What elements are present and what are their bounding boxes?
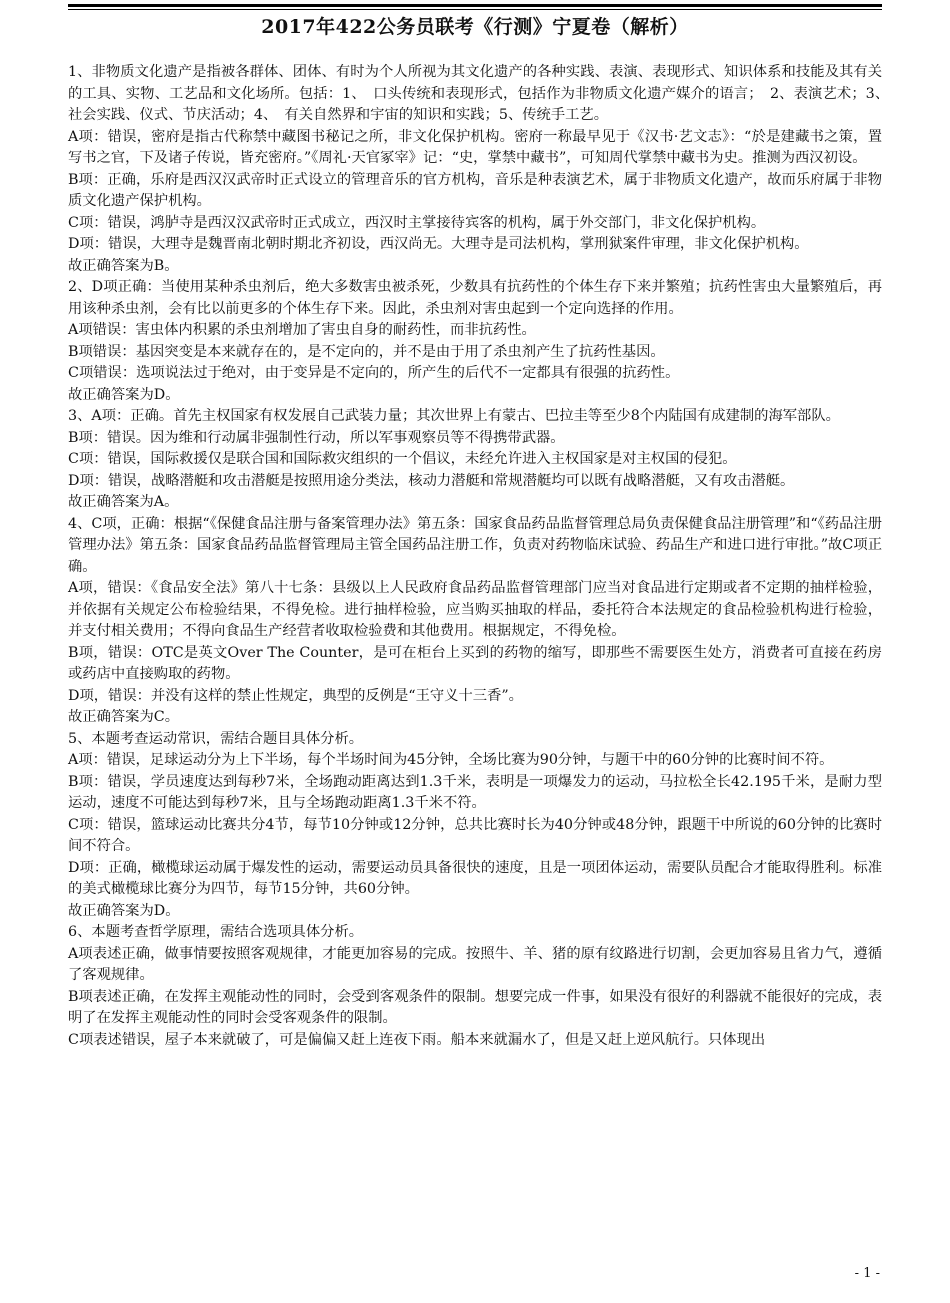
paragraph: B项：正确，乐府是西汉汉武帝时正式设立的管理音乐的官方机构，音乐是种表演艺术，属于非物质文化遗产，故而乐府属于非物质文化遗产保护机构。 <box>68 171 882 209</box>
paragraph: 故正确答案为B。 <box>68 257 179 274</box>
paragraph: D项：错误，大理寺是魏晋南北朝时期北齐初设，西汉尚无。大理寺是司法机构，掌刑狱案件审理，非文化保护机构。 <box>68 236 809 252</box>
paragraph: 5、本题考查运动常识，需结合题目具体分析。 <box>68 730 364 747</box>
paragraph: B项错误：基因突变是本来就存在的，是不定向的，并不是由于用了杀虫剂产生了抗药性基因。 <box>68 343 665 360</box>
paragraph: C项表述错误，屋子本来就破了，可是偏偏又赶上连夜下雨。船本来就漏水了，但是又赶上逆风航行。只体现出 <box>68 1031 766 1048</box>
paragraph: 2、D项正确：当使用某种杀虫剂后，绝大多数害虫被杀死，少数具有抗药性的个体生存下来并繁殖；抗药性害虫大量繁殖后，再用该种杀虫剂，会有比以前更多的个体生存下来。因此，杀虫剂对害虫起到一个定向选择的作用。 <box>68 279 882 317</box>
header-rule-thin <box>68 9 882 10</box>
paragraph: C项：错误，鸿胪寺是西汉汉武帝时正式成立，西汉时主掌接待宾客的机构，属于外交部门，非文化保护机构。 <box>68 214 766 231</box>
paragraph: B项：错误，学员速度达到每秒7米，全场跑动距离达到1.3千米，表明是一项爆发力的运动，马拉松全长42.195千米，是耐力型运动，速度不可能达到每秒7米，且与全场跑动距离1.3千米不符。 <box>68 773 882 811</box>
paragraph: 6、本题考查哲学原理，需结合选项具体分析。 <box>68 924 364 940</box>
paragraph: 故正确答案为D。 <box>68 902 180 919</box>
paragraph: C项错误：选项说法过于绝对，由于变异是不定向的，所产生的后代不一定都具有很强的抗药性。 <box>68 365 680 381</box>
page-number: - 1 - <box>854 1266 880 1281</box>
paragraph: 1、非物质文化遗产是指被各群体、团体、有时为个人所视为其文化遗产的各种实践、表演、表现形式、知识体系和技能及其有关的工具、实物、工艺品和文化场所。包括：1、 口头传统和表现形式，包括作为非物质文化遗产媒介的语言； 2、表演艺术；3、 社会实践、仪式、节庆活动；4、 有关自然界和宇宙的知识和实践；5、传统手工艺。 <box>68 64 897 123</box>
header-rule-thick <box>68 4 882 7</box>
paragraph: 故正确答案为C。 <box>68 709 180 725</box>
paragraph: C项：错误，国际救援仅是联合国和国际救灾组织的一个倡议，未经允许进入主权国家是对主权国的侵犯。 <box>68 451 737 467</box>
paragraph: A项错误：害虫体内积累的杀虫剂增加了害虫自身的耐药性，而非抗药性。 <box>68 322 536 338</box>
paragraph: 故正确答案为D。 <box>68 386 180 403</box>
paragraph: 3、A项：正确。首先主权国家有权发展自己武装力量；其次世界上有蒙古、巴拉圭等至少8个内陆国有成建制的海军部队。 <box>68 408 840 424</box>
paragraph: D项：错误，战略潜艇和攻击潜艇是按照用途分类法，核动力潜艇和常规潜艇均可以既有战略潜艇，又有攻击潜艇。 <box>68 472 795 489</box>
document-body <box>68 62 897 1051</box>
document-title: 2017年422公务员联考《行测》宁夏卷（解析） <box>261 16 689 38</box>
paragraph: 故正确答案为A。 <box>68 494 179 510</box>
paragraph: A项，错误：《食品安全法》第八十七条：县级以上人民政府食品药品监督管理部门应当对食品进行定期或者不定期的抽样检验，并依据有关规定公布检验结果，不得免检。进行抽样检验，应当购买抽取的样品，委托符合本法规定的食品检验机构进行检验，并支付相关费用；不得向食品生产经营者收取检验费和其他费用。根据规定，不得免检。 <box>68 580 882 639</box>
paragraph: A项：错误，密府是指古代称禁中藏图书秘记之所，非文化保护机构。密府一称最早见于《汉书·艺文志》：“於是建藏书之策，置写书之官，下及诸子传说，皆充密府。”《周礼·天官冢宰》记：“史，掌禁中藏书”，可知周代掌禁中藏书为史。推测为西汉初设。 <box>68 128 882 166</box>
paragraph: B项表述正确，在发挥主观能动性的同时，会受到客观条件的限制。想要完成一件事，如果没有很好的利器就不能很好的完成，表明了在发挥主观能动性的同时会受客观条件的限制。 <box>68 988 882 1026</box>
paragraph: C项：错误，篮球运动比赛共分4节，每节10分钟或12分钟，总共比赛时长为40分钟或48分钟，跟题干中所说的60分钟的比赛时间不符合。 <box>68 816 882 854</box>
paragraph: 4、C项，正确：根据“《保健食品注册与备案管理办法》第五条：国家食品药品监督管理总局负责保健食品注册管理”和“《药品注册管理办法》第五条：国家食品药品监督管理局主管全国药品注册工作，负责对药物临床试验、药品生产和进口进行审批。”故C项正确。 <box>68 515 882 575</box>
paragraph: B项，错误：OTC是英文Over The Counter，是可在柜台上买到的药物的缩写，即那些不需要医生处方，消费者可直接在药房或药店中直接购取的药物。 <box>68 644 882 682</box>
paragraph: D项：正确，橄榄球运动属于爆发性的运动，需要运动员具备很快的速度，且是一项团体运动，需要队员配合才能取得胜利。标准的美式橄榄球比赛分为四节，每节15分钟，共60分钟。 <box>68 859 882 897</box>
paragraph: D项，错误：并没有这样的禁止性规定，典型的反例是“王守义十三香”。 <box>68 687 523 704</box>
paragraph: A项表述正确，做事情要按照客观规律，才能更加容易的完成。按照牛、羊、猪的原有纹路进行切割，会更加容易且省力气，遵循了客观规律。 <box>68 945 882 983</box>
paragraph: B项：错误。因为维和行动属非强制性行动，所以军事观察员等不得携带武器。 <box>68 429 565 446</box>
paragraph: A项：错误，足球运动分为上下半场，每个半场时间为45分钟，全场比赛为90分钟，与题干中的60分钟的比赛时间不符。 <box>68 752 834 768</box>
